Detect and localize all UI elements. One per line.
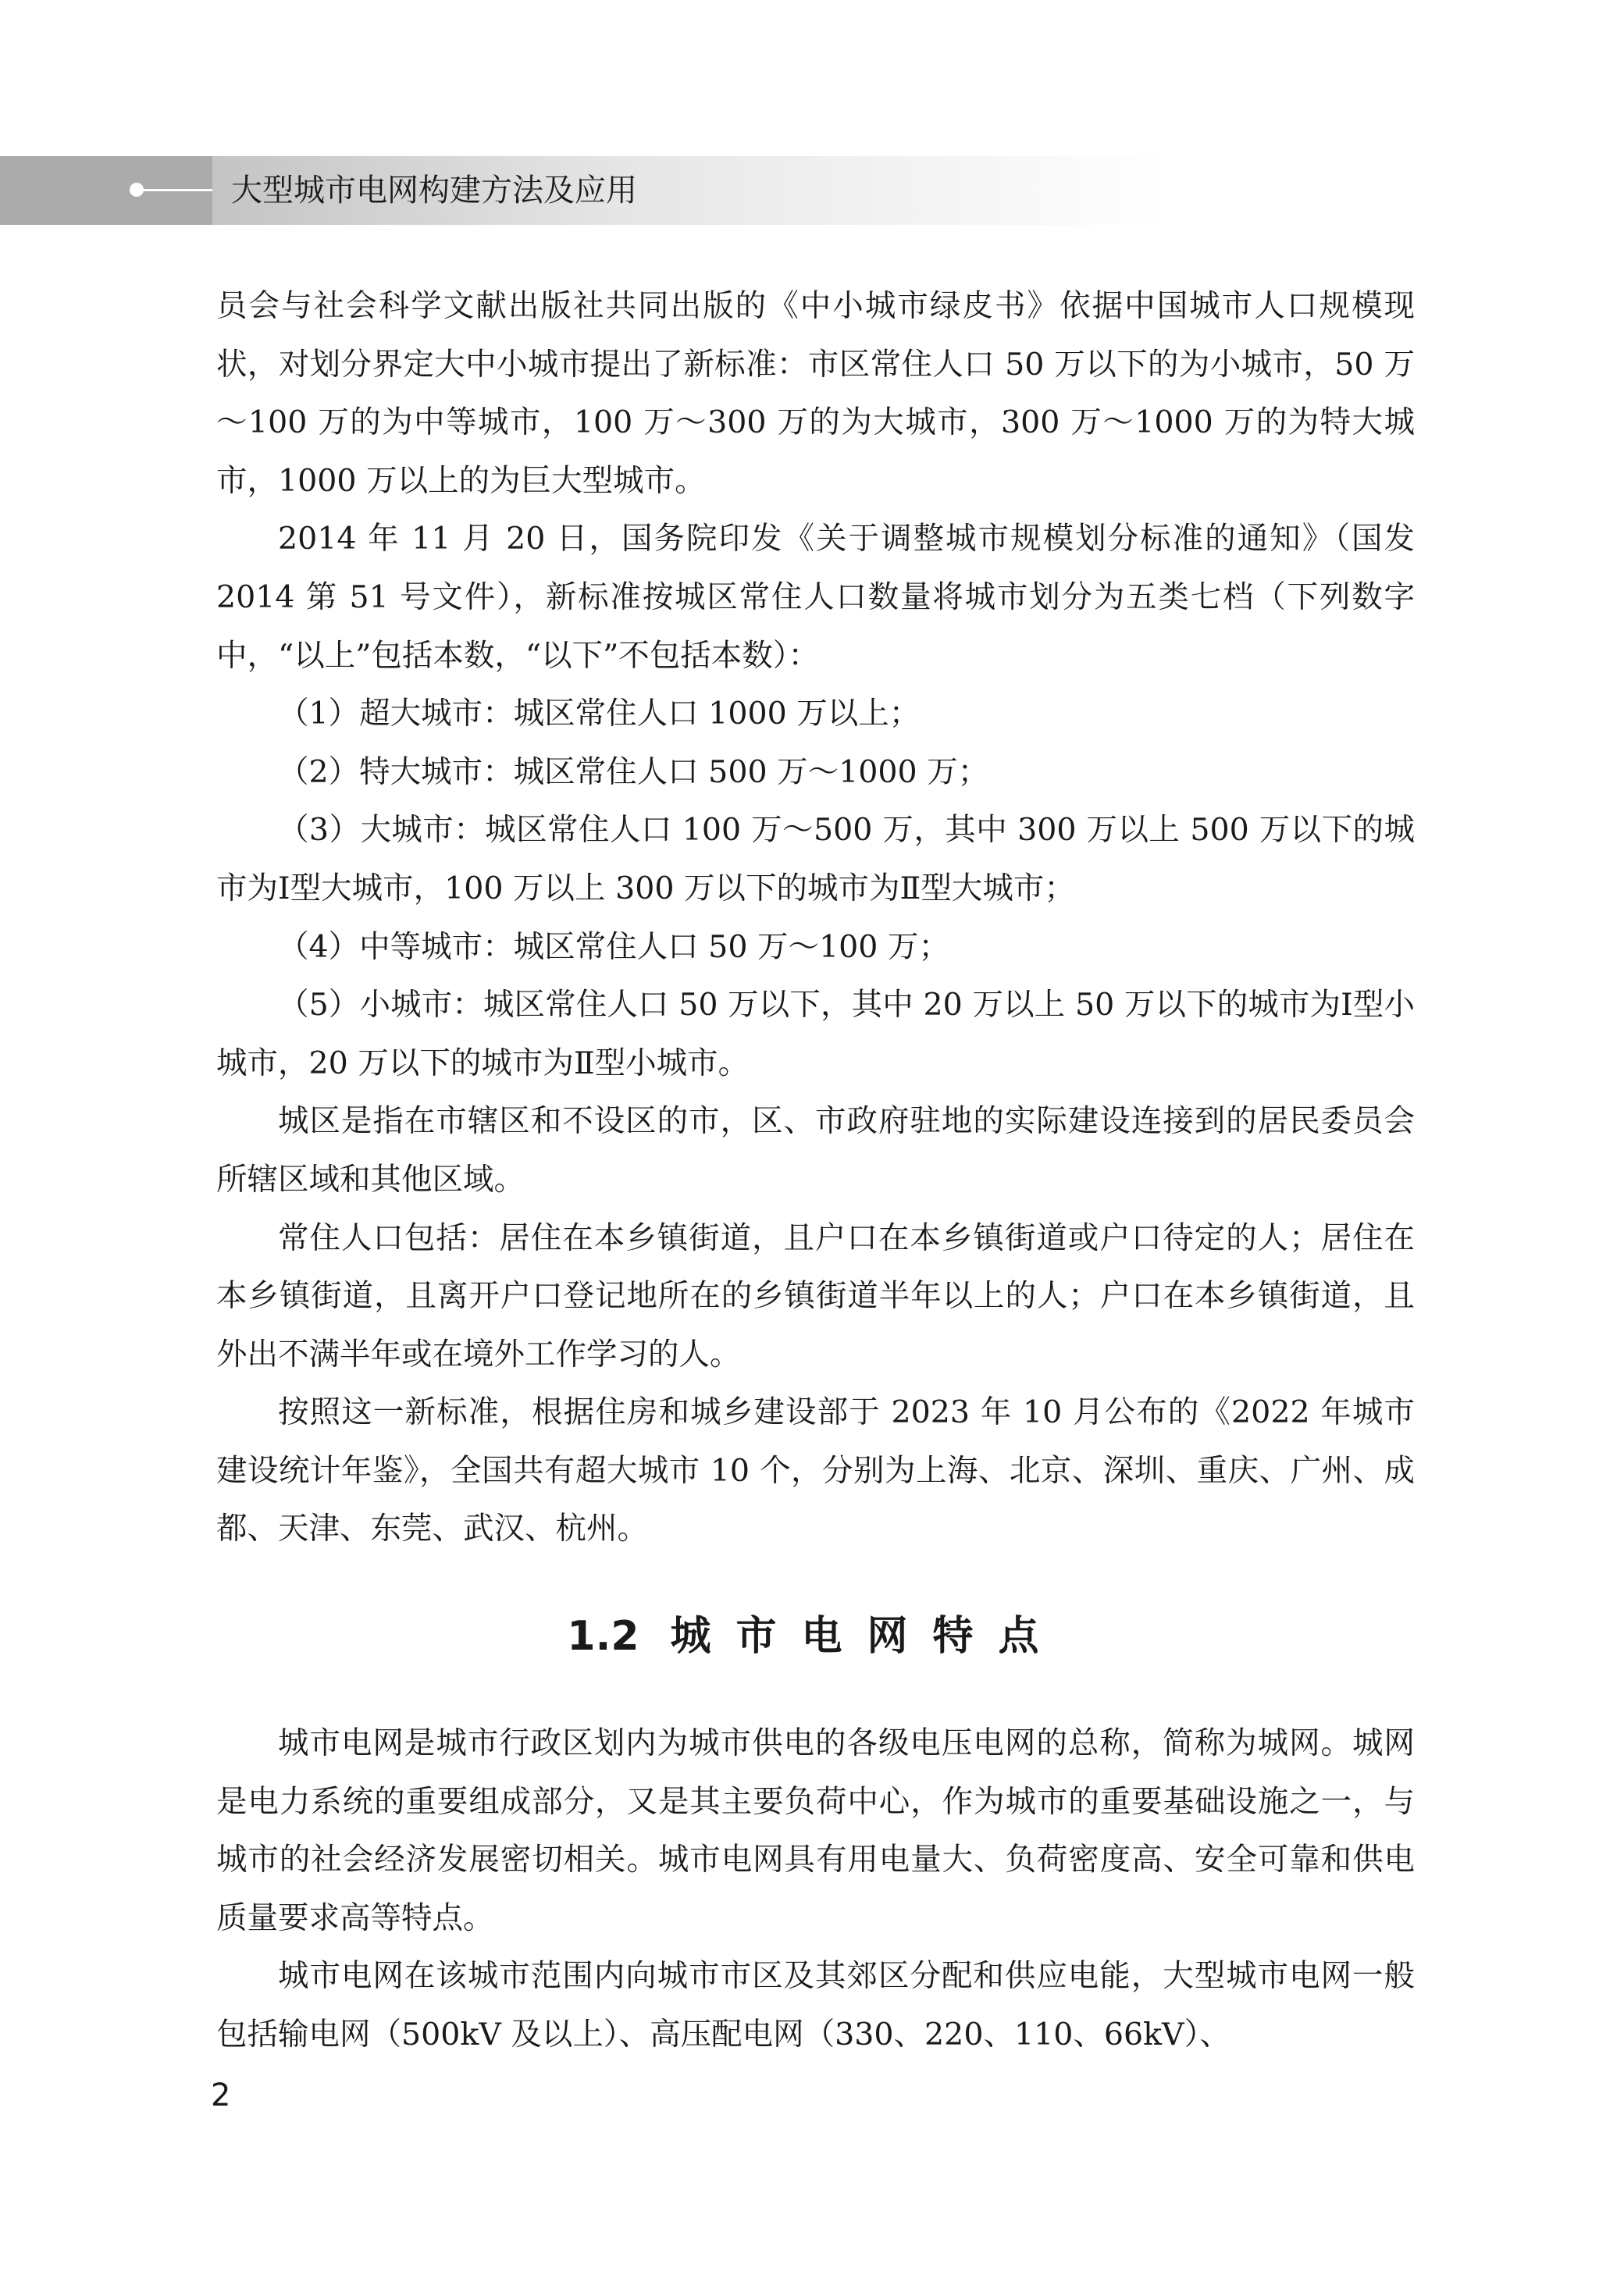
section-heading — [216, 1558, 1415, 1714]
book-title: 大型城市电网构建方法及应用 — [231, 173, 637, 208]
page-body — [216, 277, 1415, 2064]
list-item-large-city: （3）大城市：城区常住人口 100 万～500 万，其中 300 万以上 500 万以下的城市为Ⅰ型大城市，100 万以上 300 万以下的城市为Ⅱ型大城市； — [216, 812, 1415, 906]
list-item-super-large-city: （2）特大城市：城区常住人口 500 万～1000 万； — [278, 753, 989, 790]
paragraph-urban-grid-definition: 城市电网是城市行政区划内为城市供电的各级电压电网的总称，简称为城网。城网是电力系统的重要组成部分，又是其主要负荷中心，作为城市的重要基础设施之一，与城市的社会经济发展密切相关。城市电网具有用电量大、负荷密度高、安全可靠和供电质量要求高等特点。 — [216, 1725, 1415, 1936]
section-title-text: 城市电网特点 — [670, 1613, 1064, 1661]
paragraph-urban-grid-composition: 城市电网在该城市范围内向城市市区及其郊区分配和供应电能，大型城市电网一般包括输电网（500kV 及以上）、高压配电网（330、220、110、66kV）、 — [216, 1958, 1415, 2053]
header-decorative-line — [134, 189, 212, 191]
paragraph-city-standard-intro: 员会与社会科学文献出版社共同出版的《中小城市绿皮书》依据中国城市人口规模现状，对划分界定大中小城市提出了新标准：市区常住人口 50 万以下的为小城市，50 万～100 万的为中等城市，100 万～300 万的为大城市，300 万～1000 万的为特大城市，1000 万以上的为巨大型城市。 — [216, 288, 1415, 499]
running-header — [0, 156, 1171, 225]
paragraph-urban-area-definition: 城区是指在市辖区和不设区的市，区、市政府驻地的实际建设连接到的居民委员会所辖区域和其他区域。 — [216, 1103, 1415, 1198]
paragraph-megacity-list: 按照这一新标准，根据住房和城乡建设部于 2023 年 10 月公布的《2022 年城市建设统计年鉴》，全国共有超大城市 10 个，分别为上海、北京、深圳、重庆、广州、成都、天津、东莞、武汉、杭州。 — [216, 1394, 1415, 1547]
list-item-megacity: （1）超大城市：城区常住人口 1000 万以上； — [278, 696, 921, 732]
list-item-medium-city: （4）中等城市：城区常住人口 50 万～100 万； — [278, 928, 949, 965]
page-number: 2 — [211, 2077, 231, 2113]
list-item-small-city: （5）小城市：城区常住人口 50 万以下，其中 20 万以上 50 万以下的城市为Ⅰ型小城市，20 万以下的城市为Ⅱ型小城市。 — [216, 987, 1415, 1081]
paragraph-2014-notice: 2014 年 11 月 20 日，国务院印发《关于调整城市规模划分标准的通知》（国发 2014 第 51 号文件），新标准按城区常住人口数量将城市划分为五类七档（下列数字中，“以上”包括本数，“以下”不包括本数）： — [216, 521, 1415, 674]
section-number: 1.2 — [567, 1613, 639, 1661]
paragraph-resident-population-definition: 常住人口包括：居住在本乡镇街道，且户口在本乡镇街道或户口待定的人；居住在本乡镇街道，且离开户口登记地所在的乡镇街道半年以上的人；户口在本乡镇街道，且外出不满半年或在境外工作学习的人。 — [216, 1219, 1415, 1372]
header-dot-icon — [130, 183, 144, 197]
